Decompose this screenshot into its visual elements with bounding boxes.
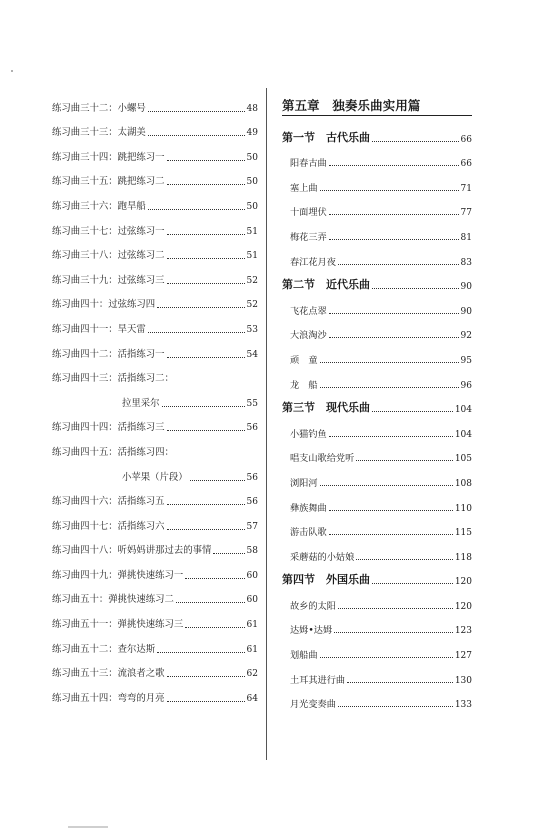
dot-leader [167,504,245,505]
entry-page: 105 [454,454,472,465]
dot-leader [372,288,459,289]
entry-page: 130 [454,675,472,686]
entry-number: 练习曲四十七： [52,520,118,532]
entry-title: 跳把练习一 [117,151,165,163]
dot-leader [372,141,459,142]
entry-page: 96 [460,380,472,391]
entry-title: 拉里采尔 [122,397,160,409]
toc-entry[interactable] [282,243,472,268]
toc-entry[interactable] [282,317,472,342]
entry-page: 66 [460,159,472,170]
toc-entry[interactable] [52,656,258,681]
scan-speck [11,70,13,72]
toc-entry[interactable] [52,631,258,656]
dot-leader [329,313,459,314]
entry-page: 133 [454,700,472,711]
toc-entry[interactable] [282,145,472,170]
dot-leader [329,337,459,338]
right-column-repertoire [282,92,472,710]
dot-leader [329,214,459,215]
toc-entry[interactable] [282,194,472,219]
entry-page: 54 [246,349,258,360]
dot-leader [148,135,245,136]
entry-title: 活指练习三 [117,422,165,434]
dot-leader [167,676,245,677]
section-heading[interactable] [282,563,472,588]
entry-page: 62 [246,669,258,680]
entry-title: 小猫钓鱼 [290,428,327,440]
toc-entry[interactable] [52,410,258,435]
entry-page: 51 [246,226,258,237]
entry-page: 64 [246,693,258,704]
dot-leader [329,436,453,437]
entry-page: 110 [454,503,472,514]
entry-page: 56 [246,497,258,508]
entry-page: 118 [454,552,472,563]
entry-title: 跳把练习二 [117,176,165,188]
toc-entry[interactable] [282,366,472,391]
toc-entry[interactable] [282,341,472,366]
entry-title: 活指练习六 [117,520,165,532]
entry-title: 跑旱船 [117,200,146,212]
entry-title: 月光变奏曲 [290,699,336,711]
section-heading[interactable] [282,120,472,145]
section-page: 104 [454,405,472,416]
dot-leader [185,578,244,579]
entry-title: 塞上曲 [290,182,318,194]
entry-number: 练习曲三十九： [52,274,118,286]
entry-title: 流浪者之歌 [117,668,165,680]
dot-leader [185,627,244,628]
entry-number: 练习曲三十四： [52,151,118,163]
dot-leader [347,682,453,683]
dot-leader [320,190,459,191]
toc-entry[interactable] [282,661,472,686]
section-title: 第一节 古代乐曲 [282,130,370,144]
dot-leader [329,510,453,511]
entry-page: 58 [246,546,258,557]
entry-title: 弹挑快速练习三 [117,619,184,631]
entry-number: 练习曲三十二： [52,102,118,114]
entry-number: 练习曲三十七： [52,225,118,237]
entry-title: 大浪淘沙 [290,330,327,342]
toc-entry[interactable] [282,415,472,440]
left-column-etudes [52,90,258,705]
entry-title: 过弦练习一 [117,225,165,237]
dot-leader [372,583,453,584]
toc-entry[interactable] [282,587,472,612]
scan-edge-mark [68,826,108,828]
entry-title: 活指练习四： [117,446,174,458]
toc-entry[interactable] [52,139,258,164]
entry-number: 练习曲四十八： [52,545,118,557]
entry-page: 123 [454,626,472,637]
toc-entry[interactable] [52,385,258,410]
entry-title: 听妈妈讲那过去的事情 [117,545,212,557]
dot-leader [329,165,459,166]
dot-leader [167,283,245,284]
entry-page: 52 [246,275,258,286]
entry-page: 120 [454,601,472,612]
entry-page: 56 [246,423,258,434]
entry-number: 练习曲三十三： [52,127,118,139]
chapter-title: 第五章 独奏乐曲实用篇 [282,98,421,113]
entry-number: 练习曲五十三： [52,668,118,680]
entry-number: 练习曲四十二： [52,348,118,360]
dot-leader [338,706,453,707]
toc-entry[interactable] [52,434,258,459]
dot-leader [213,553,244,554]
dot-leader [167,160,245,161]
dot-leader [372,411,453,412]
column-divider [266,88,267,760]
toc-entry[interactable] [52,459,258,484]
entry-page: 127 [454,651,472,662]
toc-entry[interactable] [52,557,258,582]
entry-number: 练习曲五十二： [52,643,118,655]
entry-page: 83 [460,257,472,268]
entry-page: 95 [460,355,472,366]
entry-title: 活指练习二： [117,373,174,385]
entry-title: 弹挑快速练习一 [117,569,184,581]
entry-page: 50 [246,201,258,212]
entry-title: 过弦练习四 [108,299,156,311]
entry-page: 49 [246,128,258,139]
entry-title: 游击队歌 [290,527,327,539]
entry-page: 71 [460,183,472,194]
toc-entry[interactable] [52,336,258,361]
dot-leader [162,406,245,407]
toc-entry[interactable] [52,90,258,115]
dot-leader [320,485,453,486]
dot-leader [167,184,245,185]
dot-leader [167,357,245,358]
toc-entry[interactable] [52,311,258,336]
toc-entry[interactable] [282,514,472,539]
entry-page: 108 [454,478,472,489]
toc-entry[interactable] [52,533,258,558]
toc-entry[interactable] [282,464,472,489]
dot-leader [338,264,459,265]
entry-title: 春江花月夜 [290,256,336,268]
section-heading[interactable] [282,268,472,293]
entry-page: 81 [460,232,472,243]
toc-entry[interactable] [282,169,472,194]
entry-title: 活指练习五 [117,496,165,508]
entry-page: 77 [460,208,472,219]
section-heading[interactable] [282,391,472,416]
toc-entry[interactable] [52,606,258,631]
section-page: 90 [460,282,472,293]
dot-leader [167,258,245,259]
toc-entry[interactable] [282,636,472,661]
entry-number: 练习曲四十一： [52,323,118,335]
dot-leader [320,657,453,658]
entry-title: 查尔达斯 [117,643,156,655]
dot-leader [157,652,244,653]
entry-title: 梅花三弄 [290,231,327,243]
toc-entry[interactable] [52,680,258,705]
entry-page: 90 [460,306,472,317]
toc-entry[interactable] [52,213,258,238]
entry-number: 练习曲四十三： [52,373,118,385]
entry-title: 阳春古曲 [290,158,327,170]
entry-page: 61 [246,620,258,631]
entry-page: 52 [246,300,258,311]
toc-entry[interactable] [282,292,472,317]
entry-page: 50 [246,177,258,188]
dot-leader [157,307,244,308]
toc-entry[interactable] [282,686,472,711]
entry-title: 飞花点翠 [290,305,327,317]
dot-leader [338,608,453,609]
dot-leader [148,209,245,210]
entry-title: 顽 童 [290,354,318,366]
dot-leader [320,362,459,363]
chapter-heading [282,92,472,116]
entry-title: 故乡的太阳 [290,600,336,612]
toc-entry[interactable] [52,238,258,263]
toc-entry[interactable] [52,508,258,533]
entry-title: 达姆•达姆 [290,625,333,637]
toc-entry[interactable] [282,612,472,637]
toc-entry[interactable] [282,440,472,465]
section-title: 第四节 外国乐曲 [282,573,370,587]
dot-leader [329,534,453,535]
dot-leader [356,460,453,461]
entry-title: 旱天雷 [117,323,146,335]
entry-number: 练习曲五十一： [52,619,118,631]
entry-page: 56 [246,472,258,483]
toc-entry[interactable] [52,287,258,312]
entry-number: 练习曲四十四： [52,422,118,434]
entry-title: 划船曲 [290,650,318,662]
dot-leader [167,529,245,530]
entry-title: 彝族舞曲 [290,502,327,514]
entry-title: 太湖美 [117,127,146,139]
sections-list [282,120,472,710]
entry-page: 55 [246,398,258,409]
entry-number: 练习曲四十六： [52,496,118,508]
toc-entry[interactable] [282,218,472,243]
entry-number: 练习曲三十六： [52,200,118,212]
entry-page: 53 [246,324,258,335]
section-page: 120 [454,577,472,588]
entry-number: 练习曲四十： [52,299,109,311]
entry-title: 过弦练习三 [117,274,165,286]
toc-entry[interactable] [282,489,472,514]
section-title: 第二节 近代乐曲 [282,278,370,292]
dot-leader [148,111,245,112]
entry-title: 弯弯的月亮 [117,692,165,704]
dot-leader [190,480,245,481]
entry-title: 唱支山歌给党听 [290,453,355,465]
entry-title: 龙 船 [290,379,318,391]
toc-entry[interactable] [52,164,258,189]
entry-page: 60 [246,570,258,581]
dot-leader [334,632,453,633]
dot-leader [148,332,245,333]
dot-leader [167,234,245,235]
entry-page: 50 [246,152,258,163]
entry-page: 57 [246,521,258,532]
toc-entry[interactable] [52,361,258,386]
entry-title: 弹挑快速练习二 [108,594,174,606]
entry-number: 练习曲四十九： [52,569,118,581]
toc-entry[interactable] [52,115,258,140]
entry-page: 92 [460,331,472,342]
dot-leader [329,239,459,240]
dot-leader [356,559,453,560]
entry-page: 60 [246,595,258,606]
entry-page: 61 [246,644,258,655]
entry-number: 练习曲五十四： [52,692,118,704]
entry-title: 土耳其进行曲 [290,674,346,686]
toc-entry[interactable] [52,484,258,509]
entry-page: 115 [454,528,472,539]
dot-leader [320,387,459,388]
toc-entry[interactable] [52,188,258,213]
entry-title: 采蘑菇的小姑娘 [290,551,355,563]
entry-title: 浏阳河 [290,477,318,489]
entry-title: 小苹果（片段） [122,471,188,483]
entry-page: 51 [246,251,258,262]
entry-title: 过弦练习二 [117,250,165,262]
entry-number: 练习曲五十： [52,594,109,606]
section-page: 66 [460,134,472,145]
entry-number: 练习曲四十五： [52,446,118,458]
entry-title: 小螺号 [117,102,146,114]
toc-entry[interactable] [282,538,472,563]
entry-title: 十面埋伏 [290,207,327,219]
entry-page: 104 [454,429,472,440]
section-title: 第三节 现代乐曲 [282,401,370,415]
toc-entry[interactable] [52,582,258,607]
toc-entry[interactable] [52,262,258,287]
dot-leader [167,701,245,702]
entry-title: 活指练习一 [117,348,165,360]
entry-page: 48 [246,103,258,114]
dot-leader [167,430,245,431]
dot-leader [176,602,245,603]
entry-number: 练习曲三十五： [52,176,118,188]
entry-number: 练习曲三十八： [52,250,118,262]
